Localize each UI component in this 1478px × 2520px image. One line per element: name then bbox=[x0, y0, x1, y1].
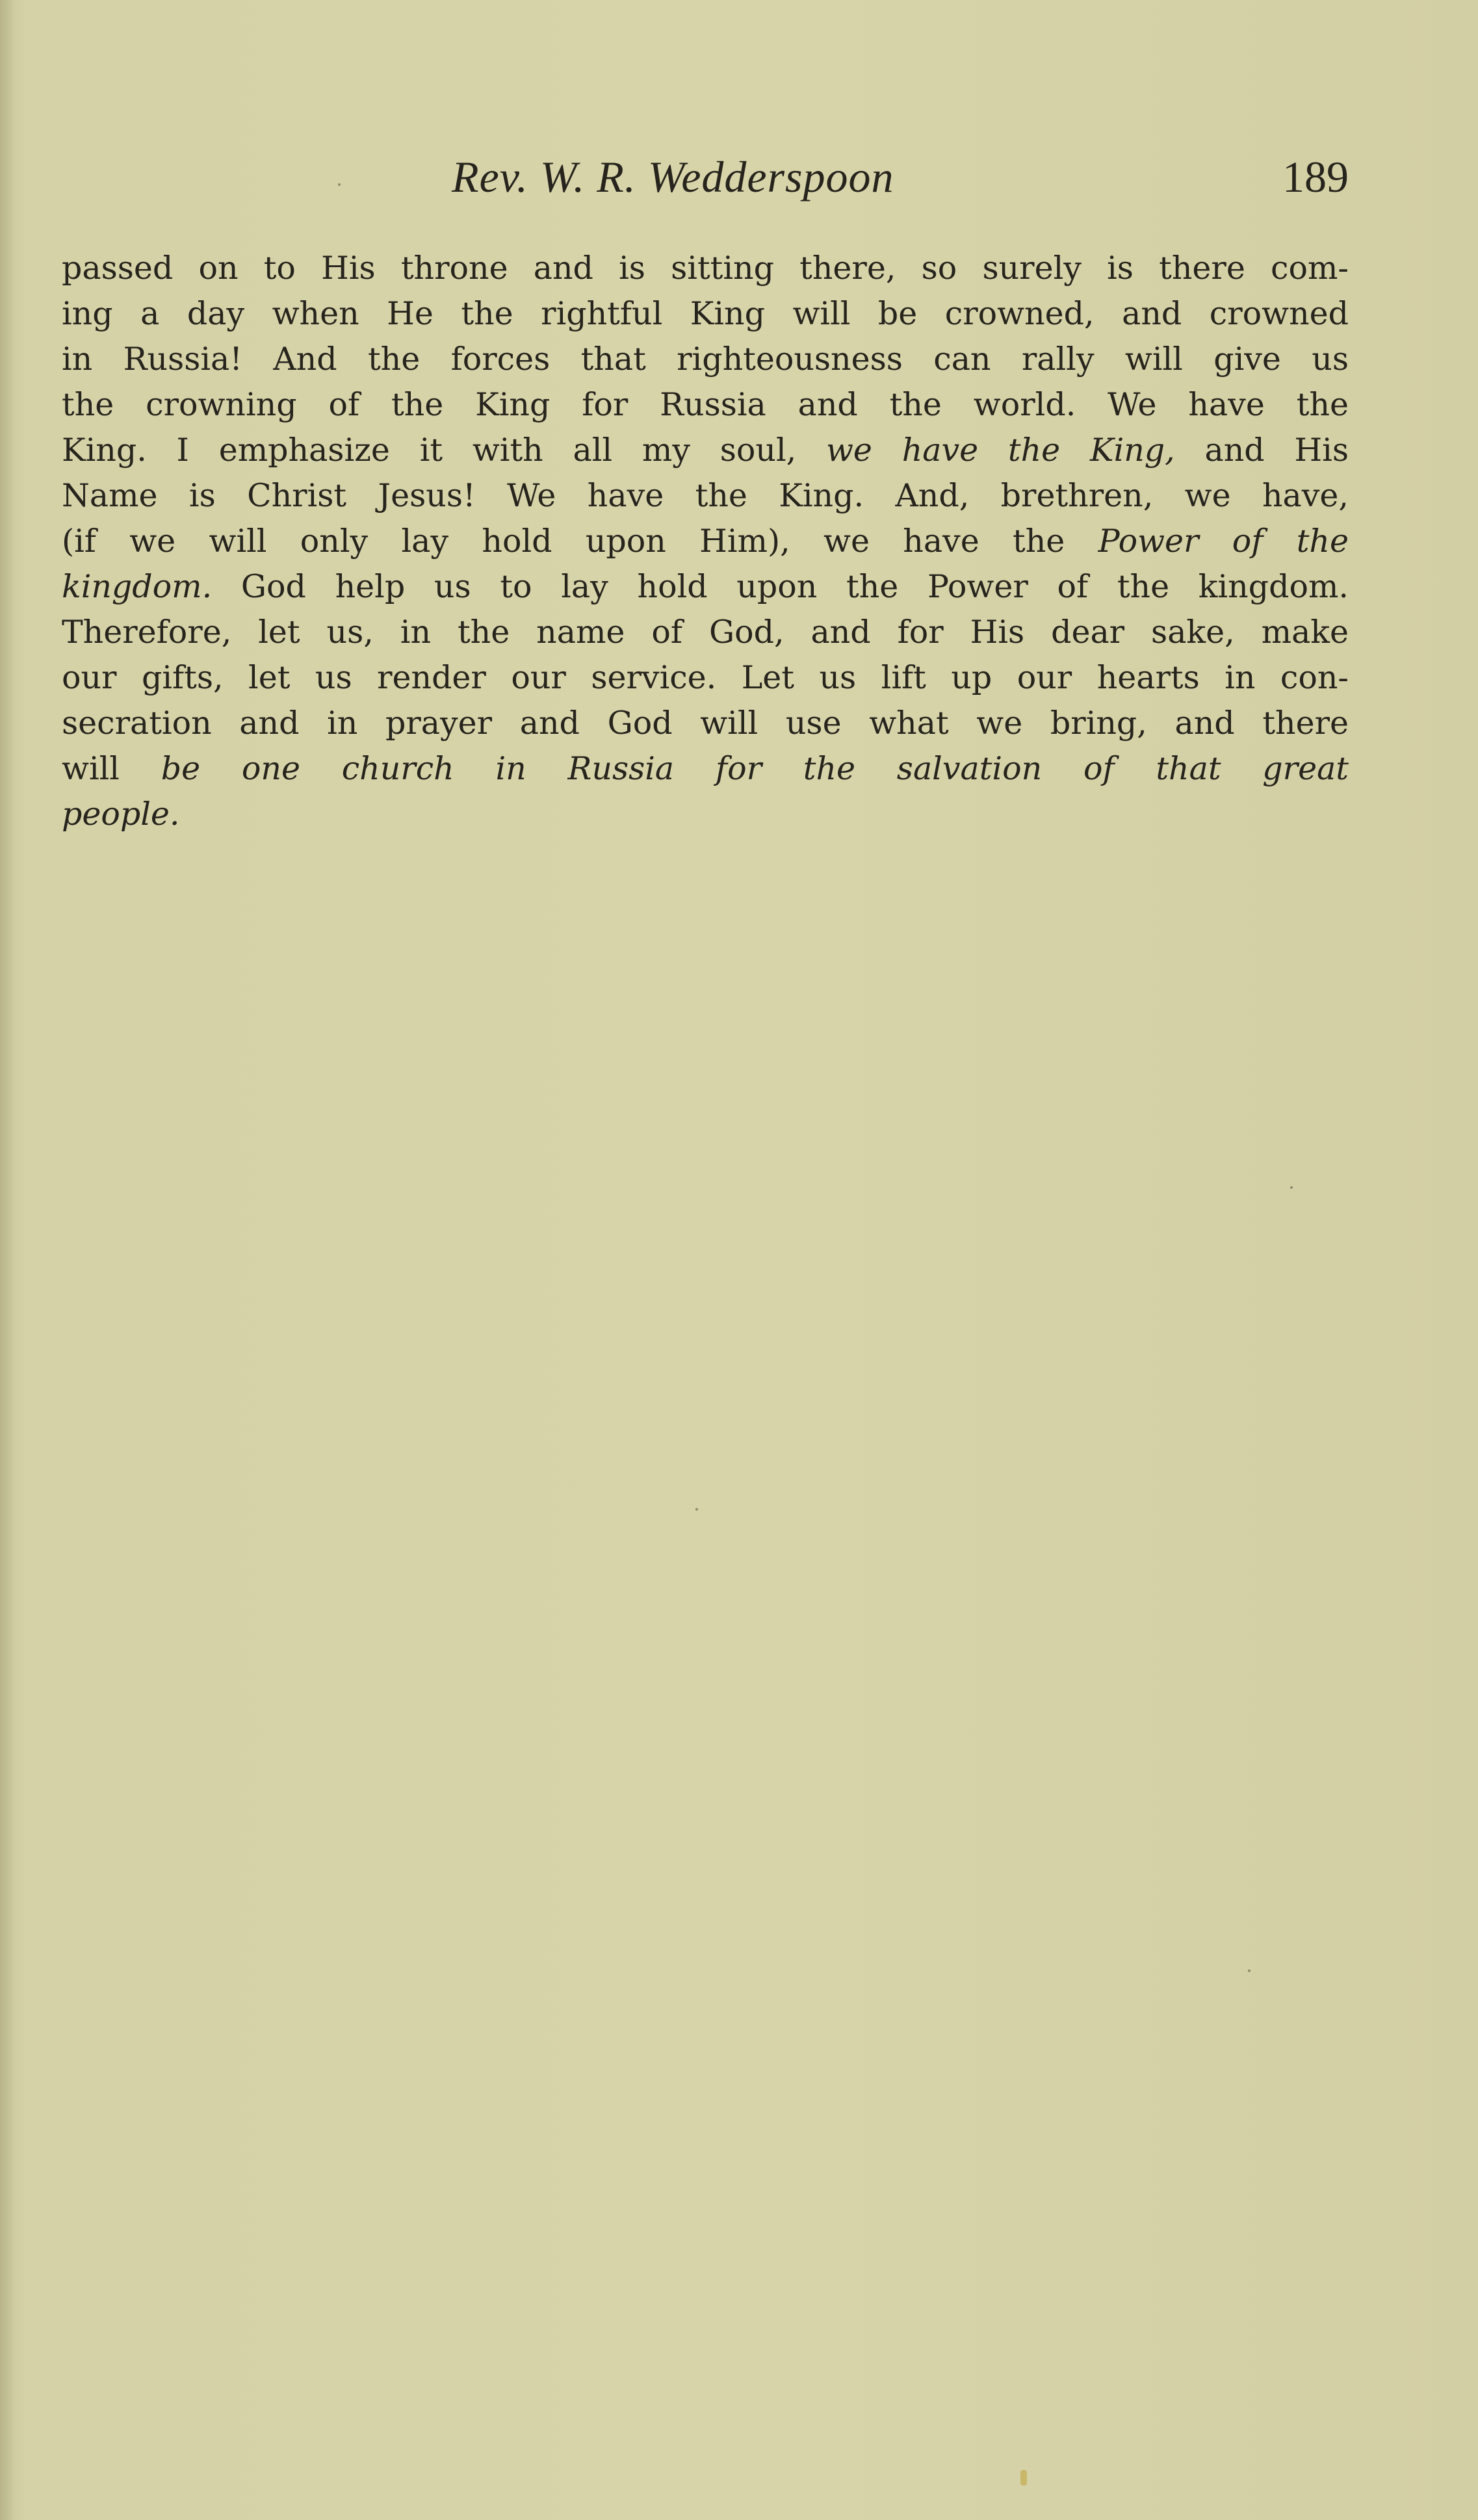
text-line bbox=[62, 428, 1349, 473]
paper-speck bbox=[695, 1508, 698, 1511]
paper-speck bbox=[1290, 1186, 1293, 1189]
paper-speck bbox=[338, 183, 341, 186]
italic-segment: we have the King, bbox=[825, 432, 1175, 469]
running-title: Rev. W. R. Wedderspoon bbox=[452, 152, 894, 201]
text-segment: Name is Christ Jesus! We have the King. And, brethren, we have, bbox=[62, 477, 1349, 514]
paper-speck bbox=[1248, 1969, 1251, 1972]
text-line bbox=[62, 564, 1349, 610]
body-text bbox=[62, 246, 1349, 837]
text-line bbox=[62, 792, 1349, 837]
text-segment: Therefore, let us, in the name of God, and for His dear sake, make bbox=[62, 614, 1349, 651]
text-line bbox=[62, 382, 1349, 428]
text-line bbox=[62, 610, 1349, 655]
text-line bbox=[62, 291, 1349, 337]
text-segment: passed on to His throne and is sitting there, so surely is there com- bbox=[62, 250, 1349, 287]
text-segment: God help us to lay hold upon the Power of the kingdom. bbox=[212, 568, 1349, 605]
text-line bbox=[62, 746, 1349, 792]
gutter-shadow bbox=[0, 0, 14, 2520]
text-segment: King. I emphasize it with all my soul, bbox=[62, 432, 826, 469]
text-line bbox=[62, 701, 1349, 746]
text-segment: in Russia! And the forces that righteousness can rally will give us bbox=[62, 341, 1349, 378]
text-segment: the crowning of the King for Russia and the world. We have the bbox=[62, 386, 1349, 423]
italic-segment: be one church in Russia for the salvation of that great bbox=[161, 750, 1349, 787]
text-segment: our gifts, let us render our service. Let us lift up our hearts in con- bbox=[62, 659, 1349, 696]
page-number: 189 bbox=[1282, 152, 1349, 201]
text-line bbox=[62, 655, 1349, 701]
text-segment: (if we will only lay hold upon Him), we have the bbox=[62, 523, 1098, 560]
text-segment: secration and in prayer and God will use what we bring, and there bbox=[62, 705, 1349, 742]
italic-segment: people. bbox=[62, 796, 180, 833]
running-header bbox=[62, 144, 1349, 209]
italic-segment: Power of the bbox=[1098, 523, 1349, 560]
text-line bbox=[62, 246, 1349, 291]
italic-segment: kingdom. bbox=[62, 568, 213, 605]
text-segment: ing a day when He the rightful King will be crowned, and crowned bbox=[62, 295, 1349, 332]
text-line bbox=[62, 473, 1349, 519]
text-segment: will bbox=[62, 750, 161, 787]
text-segment: and His bbox=[1174, 432, 1349, 469]
text-line bbox=[62, 337, 1349, 382]
paper-stain bbox=[1020, 2470, 1027, 2486]
text-line bbox=[62, 519, 1349, 564]
